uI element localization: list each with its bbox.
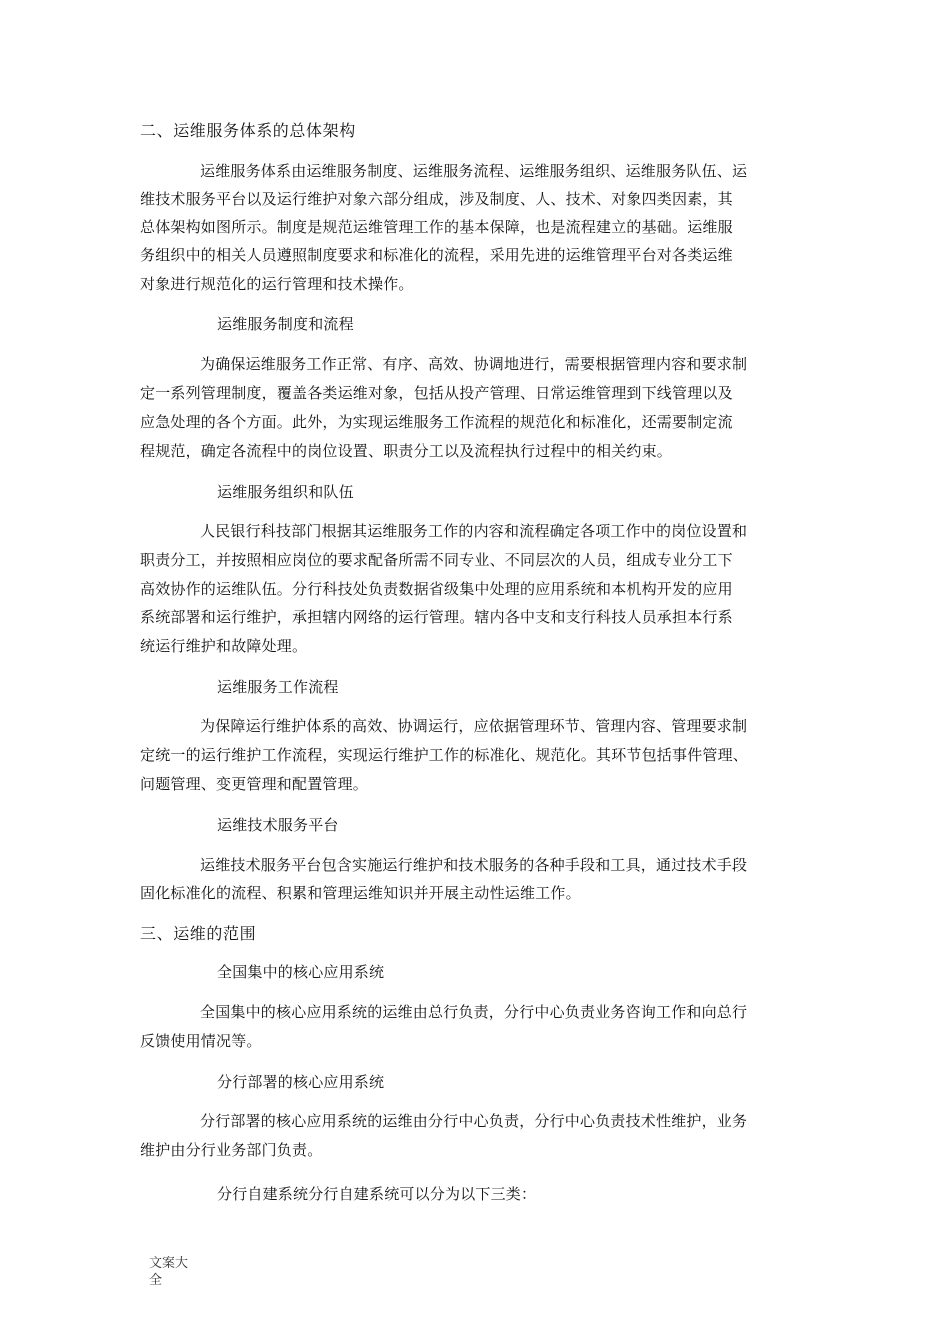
paragraph-line: 定统一的运行维护工作流程，实现运行维护工作的标准化、规范化。其环节包括事件管理、 xyxy=(140,746,749,764)
section-heading: 三、运维的范围 xyxy=(140,924,257,943)
subheading: 分行自建系统分行自建系统可以分为以下三类： xyxy=(217,1185,537,1203)
paragraph-line: 分行部署的核心应用系统的运维由分行中心负责，分行中心负责技术性维护，业务 xyxy=(200,1112,748,1130)
paragraph-line: 系统部署和运行维护，承担辖内网络的运行管理。辖内各中支和支行科技人员承担本行系 xyxy=(140,608,733,626)
subheading: 运维服务工作流程 xyxy=(217,678,339,696)
paragraph-line: 人民银行科技部门根据其运维服务工作的内容和流程确定各项工作中的岗位设置和 xyxy=(200,522,748,540)
paragraph-line: 务组织中的相关人员遵照制度要求和标准化的流程，采用先进的运维管理平台对各类运维 xyxy=(140,246,733,264)
subheading: 分行部署的核心应用系统 xyxy=(217,1073,385,1091)
paragraph-line: 为确保运维服务工作正常、有序、高效、协调地进行，需要根据管理内容和要求制 xyxy=(200,355,748,373)
footer-line: 文案大 xyxy=(149,1256,189,1271)
paragraph-line: 反馈使用情况等。 xyxy=(140,1032,262,1050)
paragraph-line: 维技术服务平台以及运行维护对象六部分组成，涉及制度、人、技术、对象四类因素，其 xyxy=(140,190,733,208)
paragraph-line: 统运行维护和故障处理。 xyxy=(140,637,308,655)
paragraph-line: 问题管理、变更管理和配置管理。 xyxy=(140,775,369,793)
paragraph-line: 定一系列管理制度，覆盖各类运维对象，包括从投产管理、日常运维管理到下线管理以及 xyxy=(140,384,733,402)
paragraph-line: 运维技术服务平台包含实施运行维护和技术服务的各种手段和工具，通过技术手段 xyxy=(200,856,748,874)
subheading: 运维服务制度和流程 xyxy=(217,315,354,333)
paragraph-line: 全国集中的核心应用系统的运维由总行负责，分行中心负责业务咨询工作和向总行 xyxy=(200,1003,748,1021)
subheading: 全国集中的核心应用系统 xyxy=(217,963,385,981)
paragraph-line: 程规范，确定各流程中的岗位设置、职责分工以及流程执行过程中的相关约束。 xyxy=(140,442,673,460)
paragraph-line: 固化标准化的流程、积累和管理运维知识并开展主动性运维工作。 xyxy=(140,884,581,902)
paragraph-line: 为保障运行维护体系的高效、协调运行，应依据管理环节、管理内容、管理要求制 xyxy=(200,717,748,735)
paragraph-line: 总体架构如图所示。制度是规范运维管理工作的基本保障，也是流程建立的基础。运维服 xyxy=(140,218,733,236)
paragraph-line: 高效协作的运维队伍。分行科技处负责数据省级集中处理的应用系统和本机构开发的应用 xyxy=(140,580,733,598)
paragraph-line: 对象进行规范化的运行管理和技术操作。 xyxy=(140,275,414,293)
subheading: 运维技术服务平台 xyxy=(217,816,339,834)
subheading: 运维服务组织和队伍 xyxy=(217,483,354,501)
footer-note xyxy=(149,1255,197,1289)
section-heading: 二、运维服务体系的总体架构 xyxy=(140,121,356,140)
paragraph-line: 维护由分行业务部门负责。 xyxy=(140,1141,323,1159)
paragraph-line: 职责分工，并按照相应岗位的要求配备所需不同专业、不同层次的人员，组成专业分工下 xyxy=(140,551,733,569)
paragraph-line: 运维服务体系由运维服务制度、运维服务流程、运维服务组织、运维服务队伍、运 xyxy=(200,162,748,180)
footer-line: 全 xyxy=(149,1273,163,1288)
paragraph-line: 应急处理的各个方面。此外，为实现运维服务工作流程的规范化和标准化，还需要制定流 xyxy=(140,413,733,431)
